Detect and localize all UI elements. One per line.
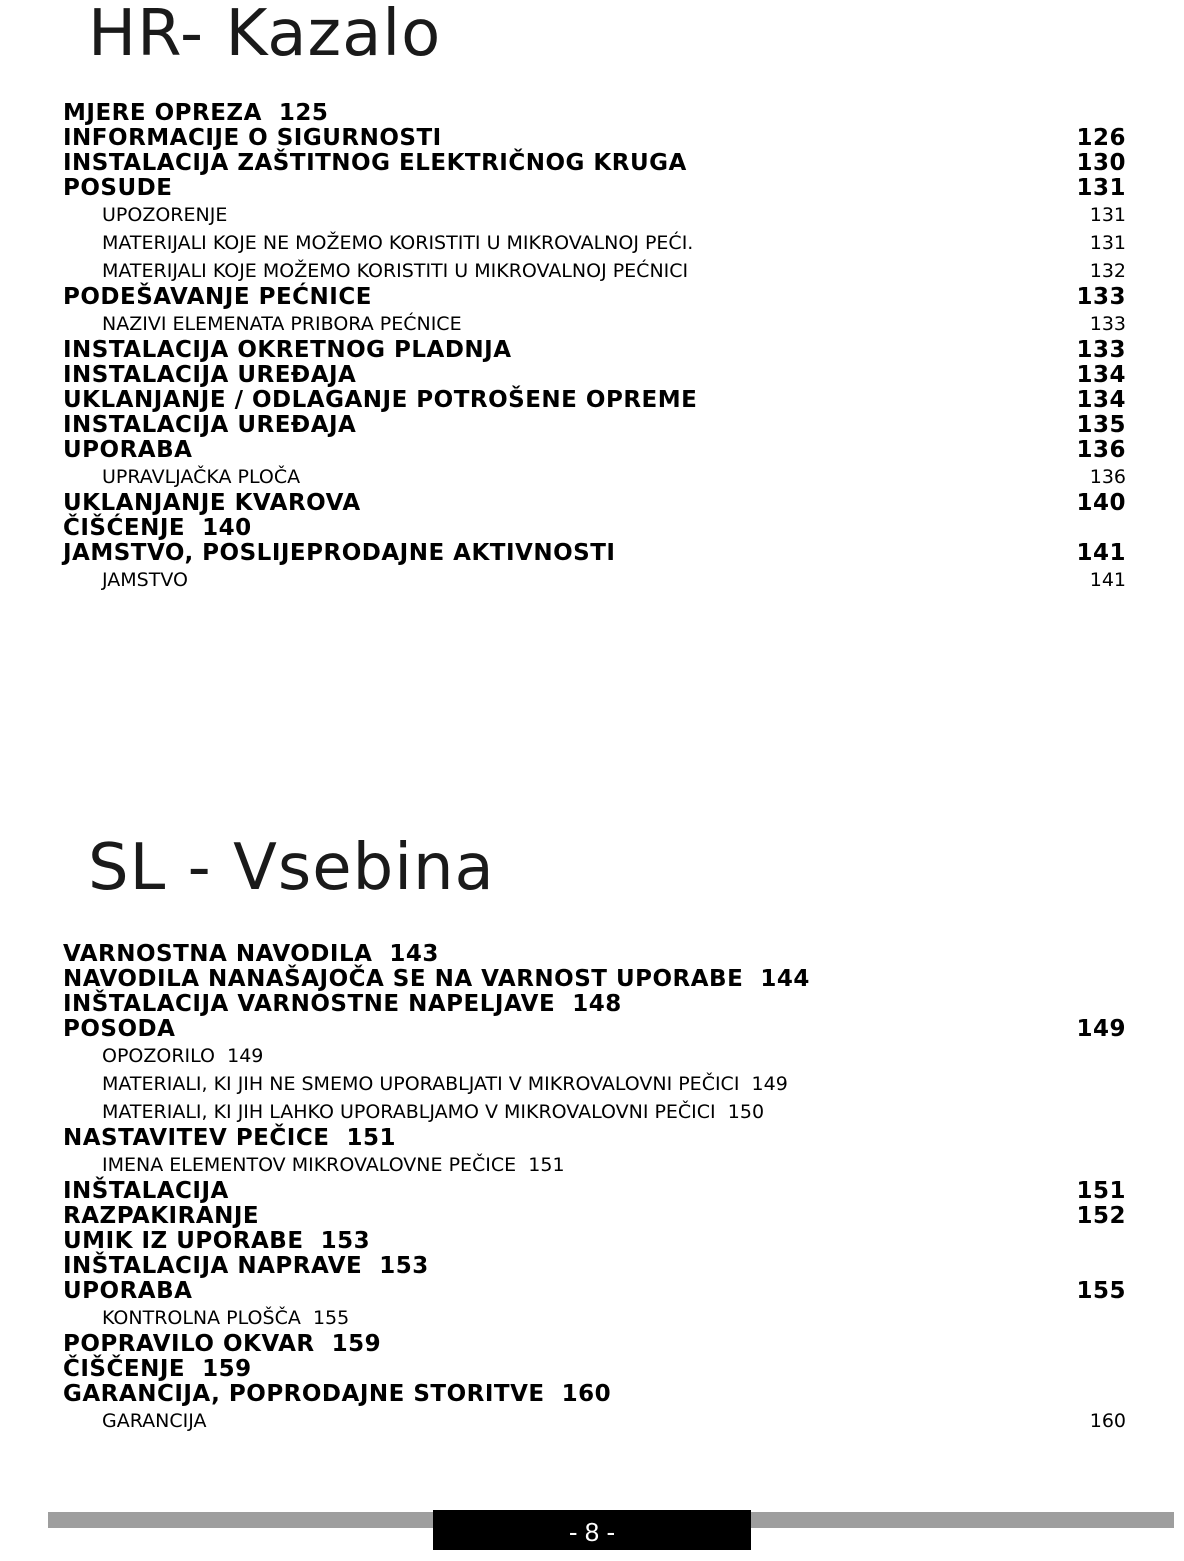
toc-entry-page: 131 bbox=[1089, 204, 1126, 226]
toc-entry-page: 136 bbox=[1089, 466, 1126, 488]
toc-entry-label: UPORABA bbox=[63, 1278, 193, 1304]
toc-entry-page: 151 bbox=[346, 1125, 396, 1151]
toc-entry-page: 126 bbox=[1076, 125, 1126, 151]
toc-entry-label: UKLANJANJE / ODLAGANJE POTROŠENE OPREME bbox=[63, 387, 698, 413]
toc-entry bbox=[63, 541, 1126, 566]
toc-entry bbox=[63, 338, 1126, 363]
toc-entry bbox=[63, 413, 1126, 438]
toc-entry-label: POSODA bbox=[63, 1016, 176, 1042]
toc-entry-page: 133 bbox=[1076, 284, 1126, 310]
toc-subentry bbox=[63, 1070, 1126, 1098]
toc-entry-page: 134 bbox=[1076, 362, 1126, 388]
toc-entry bbox=[63, 101, 1126, 126]
toc-entry-label: UMIK IZ UPORABE bbox=[63, 1228, 304, 1254]
toc-subentry bbox=[63, 1304, 1126, 1332]
toc-entry-page: 141 bbox=[1076, 540, 1126, 566]
toc-entry bbox=[63, 1382, 1126, 1407]
toc-entry-label: KONTROLNA PLOŠČA bbox=[102, 1307, 301, 1329]
toc-entry-page: 150 bbox=[727, 1101, 765, 1123]
toc-entry-label: UPOZORENJE bbox=[102, 204, 228, 226]
toc-subentry bbox=[63, 201, 1126, 229]
toc-entry-page: 132 bbox=[1089, 260, 1126, 282]
toc-entry bbox=[63, 1204, 1126, 1229]
toc-entry-page: 133 bbox=[1076, 337, 1126, 363]
toc-entry bbox=[63, 992, 1126, 1017]
toc-entry-page: 140 bbox=[202, 515, 252, 541]
toc-entry-label: INSTALACIJA OKRETNOG PLADNJA bbox=[63, 337, 512, 363]
toc-list-hr bbox=[63, 101, 1126, 594]
toc-entry-label: MATERIALI, KI JIH NE SMEMO UPORABLJATI V MIKROVALOVNI PEČICI bbox=[102, 1073, 740, 1095]
toc-subentry bbox=[63, 1098, 1126, 1126]
toc-entry bbox=[63, 967, 1126, 992]
toc-entry-page: 140 bbox=[1076, 490, 1126, 516]
toc-entry-label: INŠTALACIJA VARNOSTNE NAPELJAVE bbox=[63, 991, 556, 1017]
toc-entry bbox=[63, 176, 1126, 201]
toc-entry bbox=[63, 1017, 1126, 1042]
toc-entry-label: INSTALACIJA UREĐAJA bbox=[63, 412, 357, 438]
toc-entry bbox=[63, 1254, 1126, 1279]
toc-list-sl bbox=[63, 942, 1126, 1435]
toc-entry bbox=[63, 516, 1126, 541]
toc-entry-page: 155 bbox=[312, 1307, 350, 1329]
toc-entry-label: INSTALACIJA ZAŠTITNOG ELEKTRIČNOG KRUGA bbox=[63, 150, 687, 176]
toc-entry bbox=[63, 285, 1126, 310]
toc-entry-label: IMENA ELEMENTOV MIKROVALOVNE PEČICE bbox=[102, 1154, 517, 1176]
toc-entry-label: JAMSTVO bbox=[102, 569, 188, 591]
toc-entry-page: 153 bbox=[320, 1228, 371, 1254]
toc-entry bbox=[63, 1179, 1126, 1204]
toc-subentry bbox=[63, 1042, 1126, 1070]
toc-entry-label: ČIŠĆENJE bbox=[63, 515, 186, 541]
toc-entry-page: 153 bbox=[379, 1253, 429, 1279]
section-title-sl: SL - Vsebina bbox=[88, 831, 495, 905]
toc-entry-page: 125 bbox=[278, 100, 329, 126]
toc-entry-page: 160 bbox=[561, 1381, 612, 1407]
toc-entry-label: OPOZORILO bbox=[102, 1045, 216, 1067]
toc-entry-page: 135 bbox=[1076, 412, 1126, 438]
toc-entry bbox=[63, 1229, 1126, 1254]
toc-subentry bbox=[63, 1151, 1126, 1179]
toc-entry-label: POSUDE bbox=[63, 175, 173, 201]
toc-entry-label: GARANCIJA bbox=[102, 1410, 207, 1432]
toc-entry bbox=[63, 126, 1126, 151]
toc-subentry bbox=[63, 229, 1126, 257]
toc-entry-label: UPRAVLJAČKA PLOČA bbox=[102, 466, 301, 488]
toc-entry-label: INFORMACIJE O SIGURNOSTI bbox=[63, 125, 442, 151]
toc-entry-label: VARNOSTNA NAVODILA bbox=[63, 941, 373, 967]
toc-entry-label: INŠTALACIJA NAPRAVE bbox=[63, 1253, 363, 1279]
toc-subentry bbox=[63, 310, 1126, 338]
toc-entry-page: 131 bbox=[1076, 175, 1126, 201]
toc-entry bbox=[63, 1357, 1126, 1382]
toc-subentry bbox=[63, 463, 1126, 491]
toc-entry bbox=[63, 363, 1126, 388]
toc-entry bbox=[63, 151, 1126, 176]
toc-entry-page: 130 bbox=[1076, 150, 1126, 176]
toc-entry bbox=[63, 388, 1126, 413]
toc-entry-label: MATERIJALI KOJE MOŽEMO KORISTITI U MIKROVALNOJ PEĆNICI bbox=[102, 260, 689, 282]
toc-entry-label: INŠTALACIJA bbox=[63, 1178, 229, 1204]
toc-entry-label: UPORABA bbox=[63, 437, 193, 463]
toc-entry-page: 133 bbox=[1089, 313, 1126, 335]
toc-entry-page: 152 bbox=[1076, 1203, 1126, 1229]
toc-entry-label: MATERIALI, KI JIH LAHKO UPORABLJAMO V MIKROVALOVNI PEČICI bbox=[102, 1101, 716, 1123]
page-number: - 8 - bbox=[433, 1510, 751, 1550]
toc-entry-label: MJERE OPREZA bbox=[63, 100, 262, 126]
toc-entry-page: 159 bbox=[331, 1331, 382, 1357]
toc-entry-label: UKLANJANJE KVAROVA bbox=[63, 490, 361, 516]
toc-entry-page: 144 bbox=[760, 966, 810, 992]
toc-entry-label: PODEŠAVANJE PEĆNICE bbox=[63, 284, 372, 310]
toc-entry-page: 155 bbox=[1076, 1278, 1126, 1304]
toc-entry-label: POPRAVILO OKVAR bbox=[63, 1331, 315, 1357]
toc-entry-label: MATERIJALI KOJE NE MOŽEMO KORISTITI U MIKROVALNOJ PEĆI. bbox=[102, 232, 694, 254]
toc-entry-label: NAVODILA NANAŠAJOČA SE NA VARNOST UPORABE bbox=[63, 966, 744, 992]
toc-entry-page: 143 bbox=[389, 941, 439, 967]
toc-entry bbox=[63, 438, 1126, 463]
toc-entry-page: 159 bbox=[202, 1356, 252, 1382]
toc-entry-page: 149 bbox=[1076, 1016, 1126, 1042]
toc-subentry bbox=[63, 1407, 1126, 1435]
toc-entry bbox=[63, 491, 1126, 516]
toc-entry bbox=[63, 1279, 1126, 1304]
toc-entry-page: 151 bbox=[528, 1154, 565, 1176]
toc-entry-page: 136 bbox=[1076, 437, 1126, 463]
toc-entry bbox=[63, 1332, 1126, 1357]
toc-entry-label: RAZPAKIRANJE bbox=[63, 1203, 260, 1229]
toc-entry bbox=[63, 1126, 1126, 1151]
toc-subentry bbox=[63, 566, 1126, 594]
toc-subentry bbox=[63, 257, 1126, 285]
toc-entry-label: INSTALACIJA UREĐAJA bbox=[63, 362, 357, 388]
toc-entry bbox=[63, 942, 1126, 967]
toc-entry-page: 148 bbox=[572, 991, 622, 1017]
toc-entry-label: NAZIVI ELEMENATA PRIBORA PEĆNICE bbox=[102, 313, 462, 335]
toc-entry-label: GARANCIJA, POPRODAJNE STORITVE bbox=[63, 1381, 545, 1407]
toc-entry-page: 141 bbox=[1089, 569, 1126, 591]
toc-entry-page: 151 bbox=[1076, 1178, 1126, 1204]
toc-entry-page: 149 bbox=[751, 1073, 788, 1095]
toc-entry-page: 134 bbox=[1076, 387, 1126, 413]
toc-entry-page: 160 bbox=[1089, 1410, 1126, 1432]
toc-entry-label: ČIŠČENJE bbox=[63, 1356, 186, 1382]
section-title-hr: HR- Kazalo bbox=[88, 0, 442, 71]
toc-entry-label: NASTAVITEV PEČICE bbox=[63, 1125, 330, 1151]
toc-entry-page: 131 bbox=[1089, 232, 1126, 254]
toc-entry-page: 149 bbox=[227, 1045, 264, 1067]
toc-entry-label: JAMSTVO, POSLIJEPRODAJNE AKTIVNOSTI bbox=[63, 540, 616, 566]
